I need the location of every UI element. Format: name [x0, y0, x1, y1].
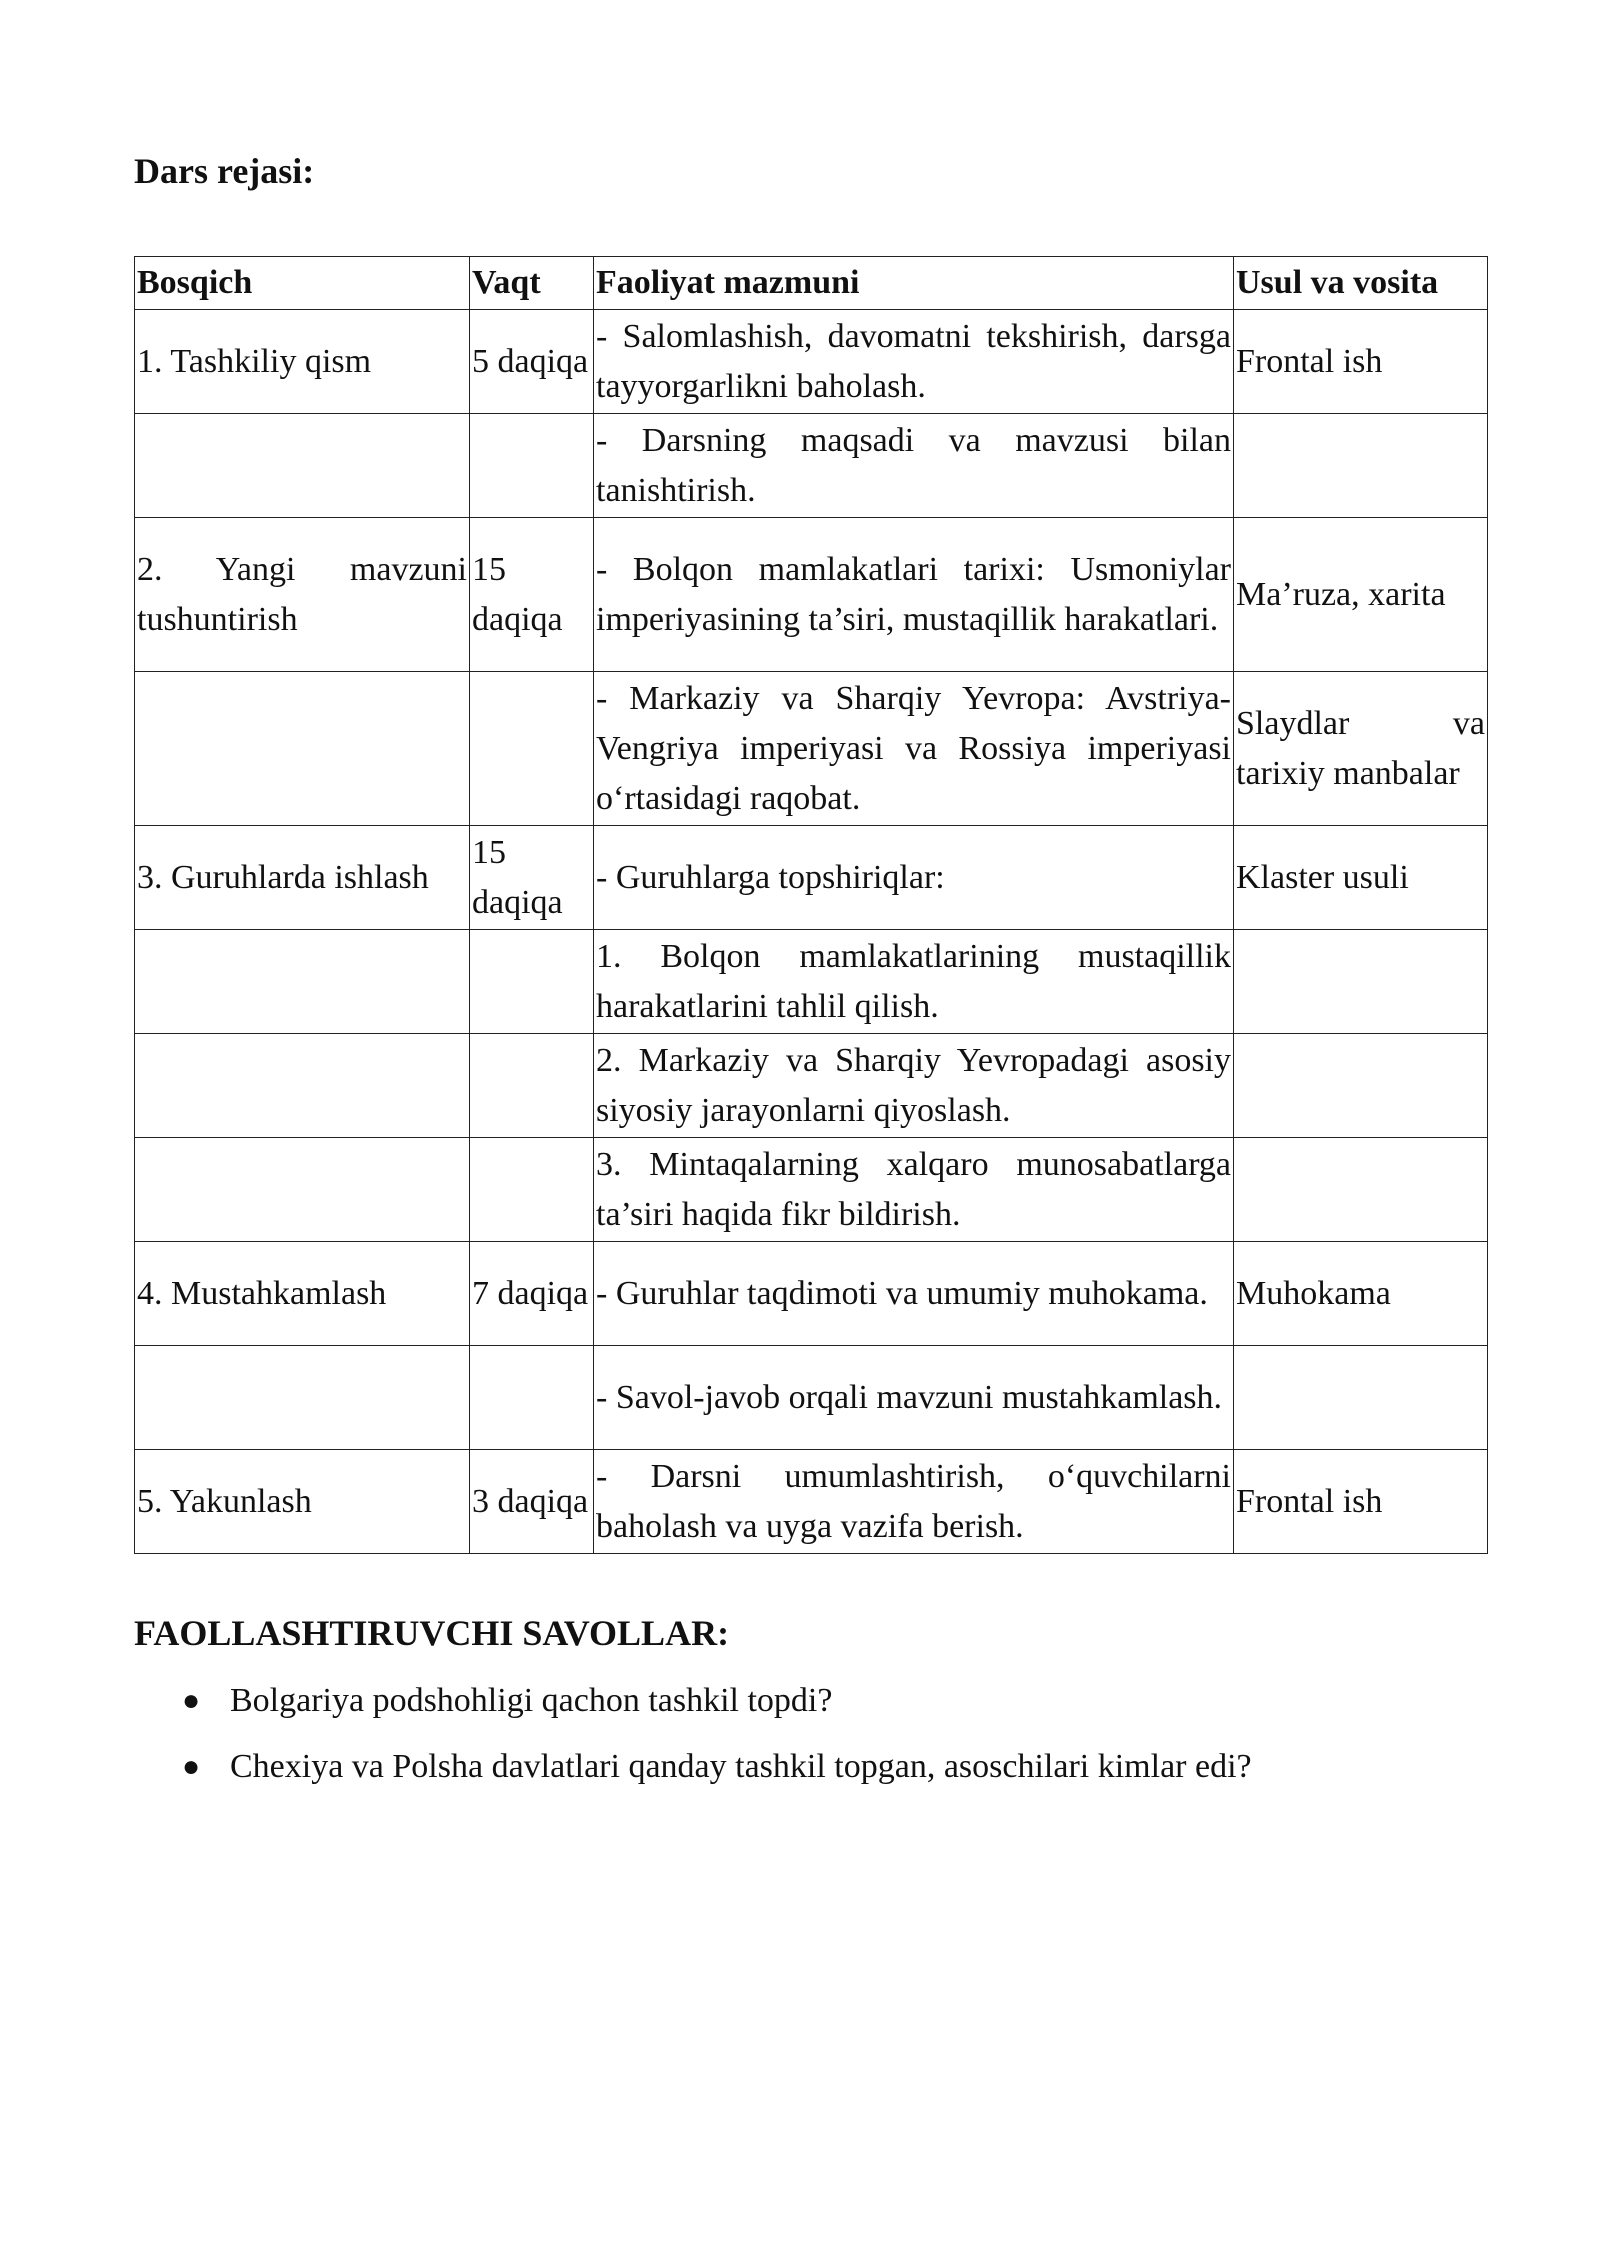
stage-cell: 4. Mustahkamlash — [135, 1242, 470, 1346]
time-cell — [470, 1346, 594, 1450]
question-text: Bolgariya podshohligi qachon tashkil topdi? — [230, 1682, 833, 1719]
table-row — [135, 930, 1488, 1034]
activity-cell: - Savol-javob orqali mavzuni mustahkamlash. — [594, 1346, 1234, 1450]
header-method: Usul va vosita — [1234, 257, 1488, 310]
time-cell — [470, 414, 594, 518]
stage-cell — [135, 930, 470, 1034]
list-item — [134, 1734, 1252, 1800]
table-row — [135, 414, 1488, 518]
time-cell — [470, 1034, 594, 1138]
table-row — [135, 1346, 1488, 1450]
method-cell — [1234, 930, 1488, 1034]
time-cell — [470, 672, 594, 826]
activity-cell: - Darsni umumlashtirish, o‘quvchilarni baholash va uyga vazifa berish. — [594, 1450, 1234, 1554]
plan-heading: Dars rejasi: — [134, 151, 315, 191]
table-row — [135, 1242, 1488, 1346]
activity-cell: - Bolqon mamlakatlari tarixi: Usmoniylar imperiyasining ta’siri, mustaqillik harakatlari. — [594, 518, 1234, 672]
activity-cell: - Guruhlar taqdimoti va umumiy muhokama. — [594, 1242, 1234, 1346]
table-row — [135, 672, 1488, 826]
questions-title: FAOLLASHTIRUVCHI SAVOLLAR: — [134, 1613, 730, 1653]
list-item — [134, 1668, 1252, 1734]
method-cell: Muhokama — [1234, 1242, 1488, 1346]
time-cell: 5 daqiqa — [470, 310, 594, 414]
time-cell: 7 daqiqa — [470, 1242, 594, 1346]
activity-cell: 3. Mintaqalarning xalqaro munosabatlarga ta’siri haqida fikr bildirish. — [594, 1138, 1234, 1242]
method-cell — [1234, 1034, 1488, 1138]
activity-cell: 1. Bolqon mamlakatlarining mustaqillik harakatlarini tahlil qilish. — [594, 930, 1234, 1034]
table-row — [135, 1138, 1488, 1242]
stage-cell — [135, 414, 470, 518]
bullet-icon: ● — [182, 1750, 201, 1783]
table-row — [135, 310, 1488, 414]
time-cell: 3 daqiqa — [470, 1450, 594, 1554]
bullet-icon: ● — [182, 1684, 201, 1717]
method-cell — [1234, 1346, 1488, 1450]
table-row — [135, 1450, 1488, 1554]
lesson-plan-table — [134, 256, 1488, 1554]
stage-cell: 3. Guruhlarda ishlash — [135, 826, 470, 930]
table-row — [135, 518, 1488, 672]
stage-cell — [135, 1138, 470, 1242]
method-cell: Ma’ruza, xarita — [1234, 518, 1488, 672]
method-cell — [1234, 1138, 1488, 1242]
time-cell — [470, 930, 594, 1034]
activity-cell: - Darsning maqsadi va mavzusi bilan tanishtirish. — [594, 414, 1234, 518]
question-text: Chexiya va Polsha davlatlari qanday tashkil topgan, asoschilari kimlar edi? — [230, 1748, 1252, 1785]
questions-list — [134, 1668, 1252, 1800]
method-cell: Slaydlar va tarixiy manbalar — [1234, 672, 1488, 826]
table-header-row — [135, 257, 1488, 310]
method-cell: Klaster usuli — [1234, 826, 1488, 930]
method-cell: Frontal ish — [1234, 310, 1488, 414]
table-row — [135, 826, 1488, 930]
stage-cell: 5. Yakunlash — [135, 1450, 470, 1554]
time-cell: 15 daqiqa — [470, 518, 594, 672]
time-cell: 15 daqiqa — [470, 826, 594, 930]
header-activity: Faoliyat mazmuni — [594, 257, 1234, 310]
activity-cell: 2. Markaziy va Sharqiy Yevropadagi asosiy siyosiy jarayonlarni qiyoslash. — [594, 1034, 1234, 1138]
method-cell — [1234, 414, 1488, 518]
activity-cell: - Salomlashish, davomatni tekshirish, darsga tayyorgarlikni baholash. — [594, 310, 1234, 414]
stage-cell — [135, 1346, 470, 1450]
activity-cell: - Markaziy va Sharqiy Yevropa: Avstriya-Vengriya imperiyasi va Rossiya imperiyasi o‘rtasidagi raqobat. — [594, 672, 1234, 826]
header-stage: Bosqich — [135, 257, 470, 310]
table-row — [135, 1034, 1488, 1138]
stage-cell: 1. Tashkiliy qism — [135, 310, 470, 414]
method-cell: Frontal ish — [1234, 1450, 1488, 1554]
stage-cell — [135, 1034, 470, 1138]
stage-cell: 2. Yangi mavzuni tushuntirish — [135, 518, 470, 672]
stage-cell — [135, 672, 470, 826]
header-time: Vaqt — [470, 257, 594, 310]
time-cell — [470, 1138, 594, 1242]
activity-cell: - Guruhlarga topshiriqlar: — [594, 826, 1234, 930]
